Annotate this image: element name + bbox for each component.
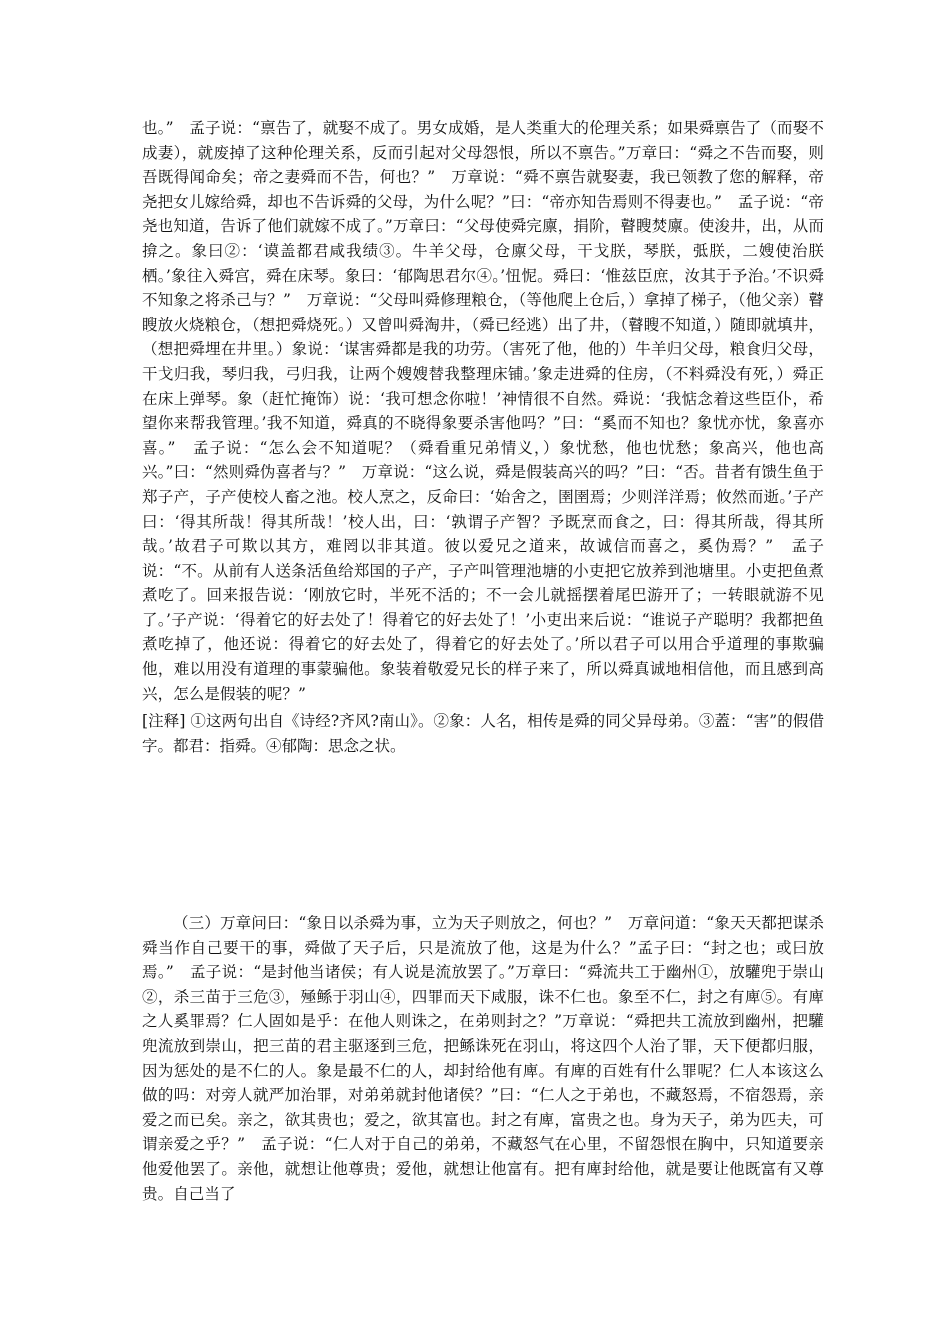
text-block-section-three: （三）万章问曰：“象日以杀舜为事，立为天子则放之，何也？” 万章问道：“象天天都把谋杀舜当作自己要干的事，舜做了天子后，只是流放了他，这是为什么？”孟子曰：“封之也；或曰放焉。” 孟子说：“是封他当诸侯；有人说是流放罢了。”万章曰：“舜流共工于幽州①，放驩兜于崇山②，杀三苗于三危③，殛鲧于羽山④，四罪而天下咸服，诛不仁也。象至不仁，封之有庳⑤。有庳之人奚罪焉？仁人固如是乎：在他人则诛之，在弟则封之？”万章说：“舜把共工流放到幽州，把驩兜流放到崇山，把三苗的君主驱逐到三危，把鲧诛死在羽山，将这四个人治了罪，天下便都归服，因为惩处的是不仁的人。象是最不仁的人，却封给他有庳。有庳的百姓有什么罪呢？仁人本该这么做的吗：对旁人就严加治罪，对弟弟就封他诸侯？”曰：“仁人之于弟也，不藏怒焉，不宿怨焉，亲爱之而已矣。亲之，欲其贵也；爱之，欲其富也。封之有庳，富贵之也。身为天子，弟为匹夫，可谓亲爱之乎？” 孟子说：“仁人对于自己的弟弟，不藏怒气在心里，不留怨恨在胸中，只知道要亲他爱他罢了。亲他，就想让他尊贵；爱他，就想让他富有。把有庳封给他，就是要让他既富有又尊贵。自己当了 — [142, 914, 824, 1203]
text-block-mencius-marriage-and-xiang: 也。” 孟子说：“禀告了，就娶不成了。男女成婚，是人类重大的伦理关系；如果舜禀告了（而娶不成妻），就废掉了这种伦理关系，反而引起对父母怨恨，所以不禀告。”万章曰：“舜之不告而娶，则吾既得闻命矣；帝之妻舜而不告，何也？” 万章说：“舜不禀告就娶妻，我已领教了您的解释，帝尧把女儿嫁给舜，却也不告诉舜的父母，为什么呢？”曰：“帝亦知告焉则不得妻也。” 孟子说：“帝尧也知道，告诉了他们就嫁不成了。”万章曰：“父母使舜完廪，捐阶，瞽瞍焚廪。使浚井，出，从而揜之。象曰②：‘谟盖都君咸我绩③。牛羊父母，仓廪父母，干戈朕，琴朕，弤朕，二嫂使治朕栖。’象往入舜宫，舜在床琴。象曰：‘郁陶思君尔④。’忸怩。舜曰：‘惟兹臣庶，汝其于予治。’不识舜不知象之将杀己与？” 万章说：“父母叫舜修理粮仓，（等他爬上仓后，）拿掉了梯子，（他父亲）瞽瞍放火烧粮仓，（想把舜烧死。）又曾叫舜淘井，（舜已经逃）出了井，（瞽瞍不知道，）随即就填井，（想把舜埋在井里。）象说：‘谋害舜都是我的功劳。（害死了他，他的）牛羊归父母，粮食归父母，干戈归我，琴归我，弓归我，让两个嫂嫂替我整理床铺。’象走进舜的住房，（不料舜没有死，）舜正在床上弹琴。象（赶忙掩饰）说：‘我可想念你啦！’神情很不自然。舜说：‘我惦念着这些臣仆，希望你来帮我管理。’我不知道，舜真的不晓得象要杀害他吗？”曰：“奚而不知也？象忧亦忧，象喜亦喜。” 孟子说：“怎么会不知道呢？（舜看重兄弟情义，）象忧愁，他也忧愁；象高兴，他也高兴。”曰：“然则舜伪喜者与？” 万章说：“这么说，舜是假装高兴的吗？”曰：“否。昔者有馈生鱼于郑子产，子产使校人畜之池。校人烹之，反命曰：‘始舍之，圉圉焉；少则洋洋焉；攸然而逝。’子产曰：‘得其所哉！得其所哉！’校人出，曰：‘孰谓子产智？予既烹而食之，曰：得其所哉，得其所哉。’故君子可欺以其方，难罔以非其道。彼以爱兄之道来，故诚信而喜之，奚伪焉？” 孟子说：“不。从前有人送条活鱼给郑国的子产，子产叫管理池塘的小吏把它放养到池塘里。小吏把鱼煮煮吃了。回来报告说：‘刚放它时，半死不活的；不一会儿就摇摆着尾巴游开了；一转眼就游不见了。’子产说：‘得着它的好去处了！得着它的好去处了！’小吏出来后说：“谁说子产聪明？我都把鱼煮吃掉了，他还说：得着它的好去处了，得着它的好去处了。’所以君子可以用合乎道理的事欺骗他，难以用没有道理的事蒙骗他。象装着敬爱兄长的样子来了，所以舜真诚地相信他，而且感到高兴，怎么是假装的呢？” — [142, 119, 824, 703]
footnotes: [注释] ①这两句出自《诗经?齐风?南山》。②象：人名，相传是舜的同父异母弟。③蓋：“害”的假借字。都君：指舜。④郁陶：思念之状。 — [142, 712, 824, 755]
